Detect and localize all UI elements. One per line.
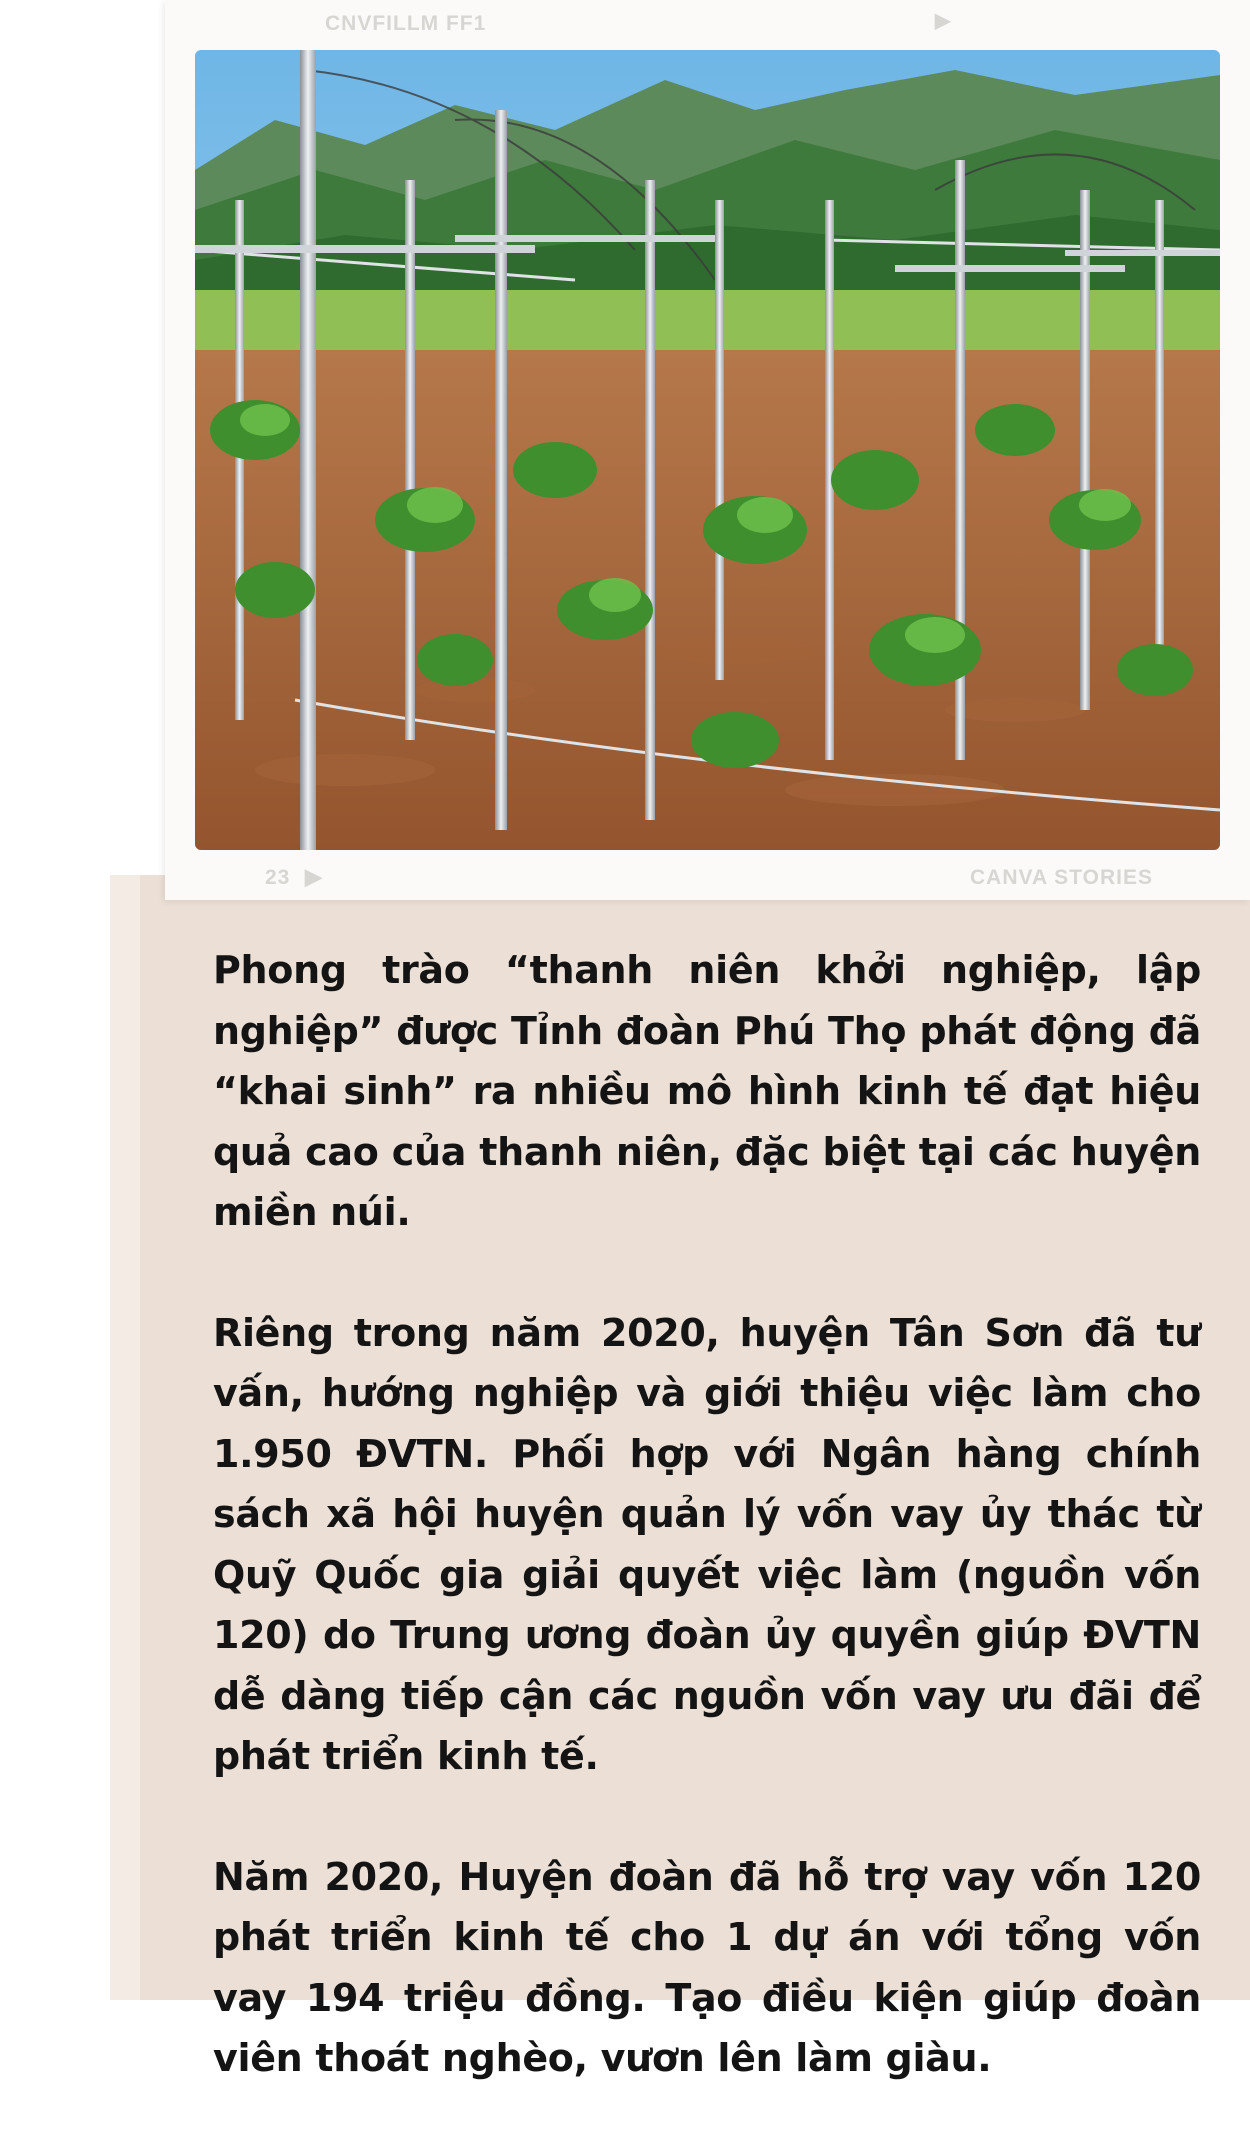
paragraph-1: Phong trào “thanh niên khởi nghiệp, lập nghiệp” được Tỉnh đoàn Phú Thọ phát động đã “khai sinh” ra nhiều mô hình kinh tế đạt hiệu quả cao của thanh niên, đặc biệt tại các huyện miền núi. bbox=[213, 948, 1201, 1234]
frame-brand-label: CANVA STORIES bbox=[970, 866, 1153, 889]
paragraph-2: Riêng trong năm 2020, huyện Tân Sơn đã tư vấn, hướng nghiệp và giới thiệu việc làm cho 1.950 ĐVTN. Phối hợp với Ngân hàng chính sách xã hội huyện quản lý vốn vay ủy thác từ Quỹ Quốc gia giải quyết việc làm (nguồn vốn 120) do Trung ương đoàn ủy quyền giúp ĐVTN dễ dàng tiếp cận các nguồn vốn vay ưu đãi để phát triển kinh tế. bbox=[213, 1310, 1201, 1778]
panel-shade bbox=[110, 875, 140, 2000]
vineyard-photo bbox=[195, 50, 1220, 850]
frame-top-label: CNVFILLM FF1 bbox=[325, 12, 487, 35]
vineyard-photo-illustration bbox=[195, 50, 1220, 850]
frame-arrow-icon: ▶ bbox=[305, 864, 323, 889]
frame-arrow-top-icon: ▶ bbox=[935, 10, 952, 32]
article-body bbox=[213, 940, 1201, 2149]
frame-number: 23 bbox=[265, 866, 291, 889]
paragraph-3: Năm 2020, Huyện đoàn đã hỗ trợ vay vốn 120 phát triển kinh tế cho 1 dự án với tổng vốn vay 194 triệu đồng. Tạo điều kiện giúp đoàn viên thoát nghèo, vươn lên làm giàu. bbox=[213, 1854, 1201, 2080]
